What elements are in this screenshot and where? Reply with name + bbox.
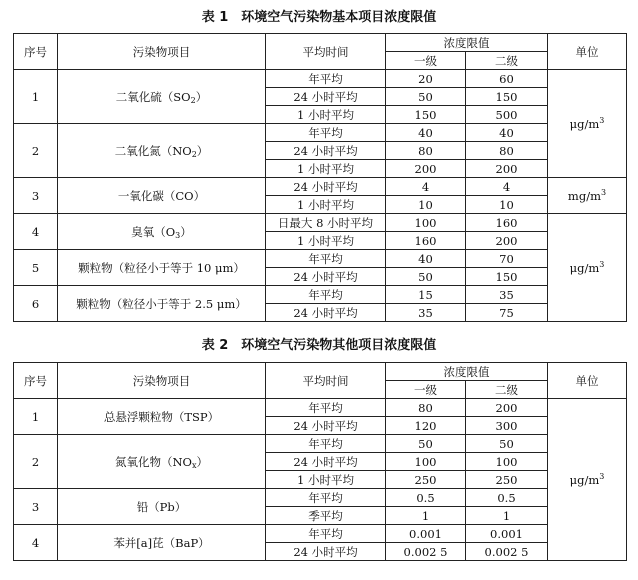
table-row bbox=[14, 286, 627, 304]
grade2-value: 150 bbox=[466, 88, 548, 106]
table1-header-grade2: 二级 bbox=[466, 52, 548, 70]
avg-time: 年平均 bbox=[266, 489, 386, 507]
pollutant-name: 氮氧化物$(NO_x)$ bbox=[58, 435, 266, 489]
avg-time: 1 小时平均 bbox=[266, 232, 386, 250]
grade2-value: 10 bbox=[466, 196, 548, 214]
table1-header-pollutant: 污染物项目 bbox=[58, 34, 266, 70]
grade2-value: 40 bbox=[466, 124, 548, 142]
grade2-value: 150 bbox=[466, 268, 548, 286]
avg-time: 1 小时平均 bbox=[266, 471, 386, 489]
grade2-value: 200 bbox=[466, 160, 548, 178]
avg-time: 年平均 bbox=[266, 399, 386, 417]
grade2-value: 50 bbox=[466, 435, 548, 453]
row-seq: 1 bbox=[14, 399, 58, 435]
table-row bbox=[14, 214, 627, 232]
avg-time: 年平均 bbox=[266, 250, 386, 268]
row-seq: 3 bbox=[14, 178, 58, 214]
grade1-value: 120 bbox=[386, 417, 466, 435]
row-seq: 3 bbox=[14, 489, 58, 525]
grade1-value: 0.001 bbox=[386, 525, 466, 543]
grade2-value: 35 bbox=[466, 286, 548, 304]
grade2-value: 60 bbox=[466, 70, 548, 88]
grade2-value: 160 bbox=[466, 214, 548, 232]
table1-header-seq: 序号 bbox=[14, 34, 58, 70]
grade1-value: 20 bbox=[386, 70, 466, 88]
avg-time: 24 小时平均 bbox=[266, 304, 386, 322]
table-row bbox=[14, 399, 627, 417]
pollutant-name: 总悬浮颗粒物（TSP） bbox=[58, 399, 266, 435]
avg-time: 年平均 bbox=[266, 525, 386, 543]
avg-time: 年平均 bbox=[266, 70, 386, 88]
grade1-value: 50 bbox=[386, 88, 466, 106]
table1-header-grade1: 一级 bbox=[386, 52, 466, 70]
table1 bbox=[13, 33, 627, 322]
grade2-value: 200 bbox=[466, 399, 548, 417]
unit-cell: $\mu g/m^3$ bbox=[548, 214, 627, 322]
table-row bbox=[14, 435, 627, 453]
grade1-value: 160 bbox=[386, 232, 466, 250]
grade1-value: 40 bbox=[386, 250, 466, 268]
grade1-value: 0.5 bbox=[386, 489, 466, 507]
grade2-value: 80 bbox=[466, 142, 548, 160]
grade1-value: 40 bbox=[386, 124, 466, 142]
row-seq: 2 bbox=[14, 124, 58, 178]
avg-time: 24 小时平均 bbox=[266, 88, 386, 106]
unit-cell: $\mu g/m^3$ bbox=[548, 70, 627, 178]
grade2-value: 70 bbox=[466, 250, 548, 268]
grade2-value: 200 bbox=[466, 232, 548, 250]
table2-header-seq: 序号 bbox=[14, 363, 58, 399]
table2-header-unit: 单位 bbox=[548, 363, 627, 399]
pollutant-name: 臭氧$(O_3)$ bbox=[58, 214, 266, 250]
row-seq: 1 bbox=[14, 70, 58, 124]
row-seq: 2 bbox=[14, 435, 58, 489]
grade1-value: 0.002 5 bbox=[386, 543, 466, 561]
avg-time: 24 小时平均 bbox=[266, 453, 386, 471]
grade1-value: 80 bbox=[386, 399, 466, 417]
avg-time: 年平均 bbox=[266, 124, 386, 142]
pollutant-name: 铅（Pb） bbox=[58, 489, 266, 525]
grade1-value: 250 bbox=[386, 471, 466, 489]
avg-time: 年平均 bbox=[266, 286, 386, 304]
table-row bbox=[14, 250, 627, 268]
grade2-value: 0.001 bbox=[466, 525, 548, 543]
pollutant-name: 颗粒物（粒径小于等于 10 μm） bbox=[58, 250, 266, 286]
row-seq: 5 bbox=[14, 250, 58, 286]
avg-time: 24 小时平均 bbox=[266, 142, 386, 160]
grade2-value: 4 bbox=[466, 178, 548, 196]
table2-header-row bbox=[14, 363, 627, 381]
grade1-value: 80 bbox=[386, 142, 466, 160]
table1-header-unit: 单位 bbox=[548, 34, 627, 70]
unit-cell: $\mu g/m^3$ bbox=[548, 399, 627, 561]
table2-header-avg-time: 平均时间 bbox=[266, 363, 386, 399]
grade2-value: 1 bbox=[466, 507, 548, 525]
grade1-value: 35 bbox=[386, 304, 466, 322]
table2-header-limit: 浓度限值 bbox=[386, 363, 548, 381]
grade1-value: 4 bbox=[386, 178, 466, 196]
table2-caption: 表 2 环境空气污染物其他项目浓度限值 bbox=[201, 338, 437, 353]
avg-time: 24 小时平均 bbox=[266, 417, 386, 435]
table-row bbox=[14, 489, 627, 507]
pollutant-name: 二氧化硫$(SO_2)$ bbox=[58, 70, 266, 124]
avg-time: 24 小时平均 bbox=[266, 178, 386, 196]
table1-caption: 表 1 环境空气污染物基本项目浓度限值 bbox=[201, 10, 437, 25]
grade1-value: 100 bbox=[386, 214, 466, 232]
table1-header-row bbox=[14, 34, 627, 52]
avg-time: 24 小时平均 bbox=[266, 543, 386, 561]
grade1-value: 10 bbox=[386, 196, 466, 214]
avg-time: 1 小时平均 bbox=[266, 106, 386, 124]
table-row bbox=[14, 525, 627, 543]
grade1-value: 150 bbox=[386, 106, 466, 124]
grade2-value: 0.002 5 bbox=[466, 543, 548, 561]
table-row bbox=[14, 178, 627, 196]
grade1-value: 50 bbox=[386, 435, 466, 453]
grade1-value: 50 bbox=[386, 268, 466, 286]
avg-time: 日最大 8 小时平均 bbox=[266, 214, 386, 232]
grade2-value: 75 bbox=[466, 304, 548, 322]
row-seq: 6 bbox=[14, 286, 58, 322]
grade1-value: 100 bbox=[386, 453, 466, 471]
grade2-value: 500 bbox=[466, 106, 548, 124]
pollutant-name: 二氧化氮$(NO_2)$ bbox=[58, 124, 266, 178]
avg-time: 年平均 bbox=[266, 435, 386, 453]
grade2-value: 300 bbox=[466, 417, 548, 435]
table2-header-grade2: 二级 bbox=[466, 381, 548, 399]
pollutant-name: 一氧化碳（CO） bbox=[58, 178, 266, 214]
grade2-value: 0.5 bbox=[466, 489, 548, 507]
pollutant-name: 颗粒物（粒径小于等于 2.5 μm） bbox=[58, 286, 266, 322]
unit-cell: $mg/m^3$ bbox=[548, 178, 627, 214]
avg-time: 季平均 bbox=[266, 507, 386, 525]
table2-header-grade1: 一级 bbox=[386, 381, 466, 399]
grade2-value: 250 bbox=[466, 471, 548, 489]
table2-header-pollutant: 污染物项目 bbox=[58, 363, 266, 399]
grade1-value: 15 bbox=[386, 286, 466, 304]
table2 bbox=[13, 362, 627, 561]
table-row bbox=[14, 70, 627, 88]
row-seq: 4 bbox=[14, 525, 58, 561]
table-row bbox=[14, 124, 627, 142]
grade1-value: 1 bbox=[386, 507, 466, 525]
pollutant-name: 苯并[a]芘（BaP） bbox=[58, 525, 266, 561]
grade2-value: 100 bbox=[466, 453, 548, 471]
avg-time: 1 小时平均 bbox=[266, 196, 386, 214]
avg-time: 24 小时平均 bbox=[266, 268, 386, 286]
row-seq: 4 bbox=[14, 214, 58, 250]
grade1-value: 200 bbox=[386, 160, 466, 178]
avg-time: 1 小时平均 bbox=[266, 160, 386, 178]
table1-header-avg-time: 平均时间 bbox=[266, 34, 386, 70]
table1-header-limit: 浓度限值 bbox=[386, 34, 548, 52]
